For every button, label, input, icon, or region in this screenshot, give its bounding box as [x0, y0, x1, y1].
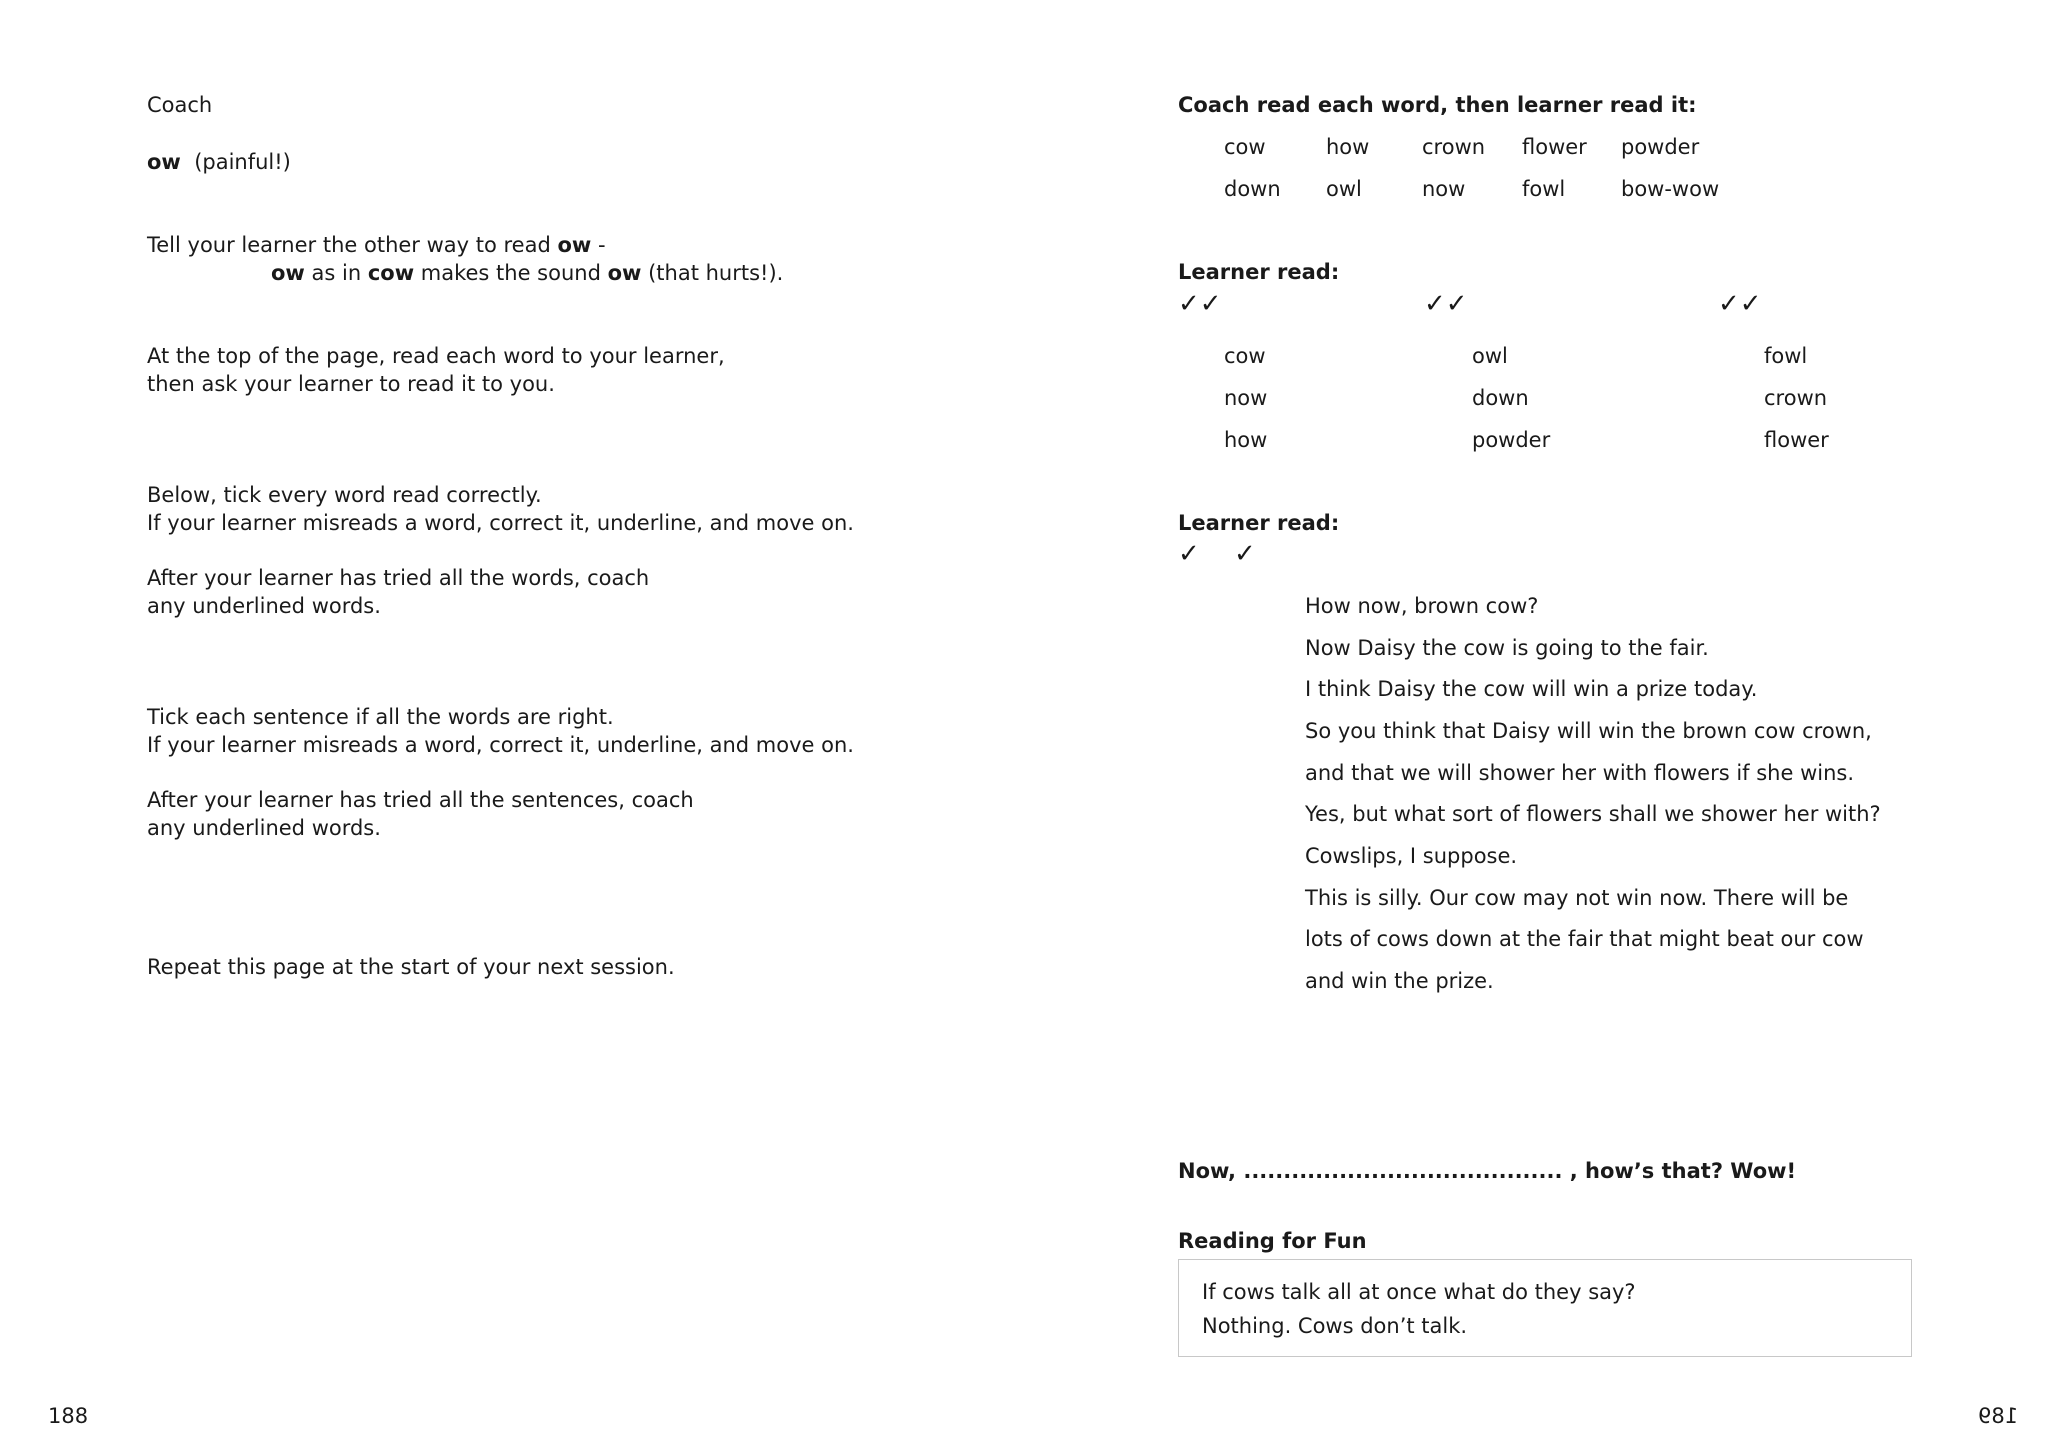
fun-line: If cows talk all at once what do they say?	[1202, 1280, 1636, 1304]
single-tick-2: ✓	[1234, 539, 1256, 569]
coach-word: crown	[1422, 135, 1486, 159]
after-words-line-1: After your learner has tried all the words, coach	[147, 566, 650, 590]
learner-word: flower	[1764, 428, 1829, 452]
reading-for-fun-box	[1178, 1259, 1912, 1357]
double-tick-2: ✓✓	[1424, 289, 1468, 319]
top-page-line-1: At the top of the page, read each word to your learner,	[147, 344, 725, 368]
fun-line: Nothing. Cows don’t talk.	[1202, 1314, 1468, 1338]
after-words-line-2: any underlined words.	[147, 594, 381, 618]
tick-sentences-line-1: Tick each sentence if all the words are right.	[147, 705, 614, 729]
learner-word: owl	[1472, 344, 1508, 368]
ow-heading-note: (painful!)	[194, 150, 291, 174]
after-sentences-line-1: After your learner has tried all the sentences, coach	[147, 788, 694, 812]
learner-word: cow	[1224, 344, 1266, 368]
double-tick-1: ✓✓	[1178, 289, 1222, 319]
learner-word: how	[1224, 428, 1268, 452]
tell-dash: -	[591, 233, 606, 257]
double-tick-3: ✓✓	[1718, 289, 1762, 319]
repeat-line: Repeat this page at the start of your next session.	[147, 955, 675, 979]
tick-sentences-line-2: If your learner misreads a word, correct it, underline, and move on.	[147, 733, 854, 757]
tell-cow: cow	[367, 261, 415, 285]
coach-word: down	[1224, 177, 1281, 201]
sentence-line: Cowslips, I suppose.	[1305, 844, 1518, 868]
sentence-line: I think Daisy the cow will win a prize today.	[1305, 677, 1758, 701]
sentence-line: So you think that Daisy will win the brown cow crown,	[1305, 719, 1872, 743]
coach-word: powder	[1621, 135, 1700, 159]
coach-word: fowl	[1522, 177, 1566, 201]
learner-word: down	[1472, 386, 1529, 410]
reading-for-fun-heading: Reading for Fun	[1178, 1229, 1367, 1253]
single-tick-1: ✓	[1178, 539, 1200, 569]
learner-read-heading-1: Learner read:	[1178, 260, 1340, 284]
coach-word: owl	[1326, 177, 1362, 201]
coach-word: how	[1326, 135, 1370, 159]
coach-word: now	[1422, 177, 1466, 201]
sentence-line: and win the prize.	[1305, 969, 1494, 993]
now-line: Now, ........................................ , how’s that? Wow!	[1178, 1159, 1797, 1183]
sentence-line: and that we will shower her with flowers if she wins.	[1305, 761, 1855, 785]
coach-label: Coach	[147, 93, 213, 117]
tick-words-line-2: If your learner misreads a word, correct it, underline, and move on.	[147, 511, 854, 535]
learner-word: fowl	[1764, 344, 1808, 368]
page-number-left: 188	[48, 1404, 89, 1428]
learner-word: crown	[1764, 386, 1828, 410]
tell-text: Tell your learner the other way to read	[147, 233, 558, 257]
top-page-line-2: then ask your learner to read it to you.	[147, 372, 555, 396]
coach-word: flower	[1522, 135, 1587, 159]
sentence-line: This is silly. Our cow may not win now. There will be	[1305, 886, 1849, 910]
after-sentences-line-2: any underlined words.	[147, 816, 381, 840]
ow-heading-bold: ow	[147, 150, 181, 174]
tick-words-line-1: Below, tick every word read correctly.	[147, 483, 542, 507]
tell-ow-2: ow	[271, 261, 305, 285]
tell-ow-3: ow	[607, 261, 642, 285]
sentence-line: Now Daisy the cow is going to the fair.	[1305, 636, 1709, 660]
tell-line-1	[147, 231, 606, 259]
learner-word: now	[1224, 386, 1268, 410]
sentence-line: How now, brown cow?	[1305, 594, 1539, 618]
sentence-line: Yes, but what sort of flowers shall we shower her with?	[1305, 802, 1881, 826]
learner-word: powder	[1472, 428, 1551, 452]
tell-makes: makes the sound	[414, 261, 608, 285]
tell-as-in: as in	[304, 261, 368, 285]
tell-hurts: (that hurts!).	[641, 261, 784, 285]
coach-word: bow-wow	[1621, 177, 1720, 201]
tell-line-2	[271, 259, 783, 287]
tell-ow: ow	[557, 233, 592, 257]
sentence-line: lots of cows down at the fair that might beat our cow	[1305, 927, 1864, 951]
ow-heading	[147, 148, 291, 176]
learner-read-heading-2: Learner read:	[1178, 511, 1340, 535]
coach-word: cow	[1224, 135, 1266, 159]
coach-read-heading: Coach read each word, then learner read it:	[1178, 93, 1697, 117]
page-number-right: 189	[1978, 1404, 2019, 1428]
